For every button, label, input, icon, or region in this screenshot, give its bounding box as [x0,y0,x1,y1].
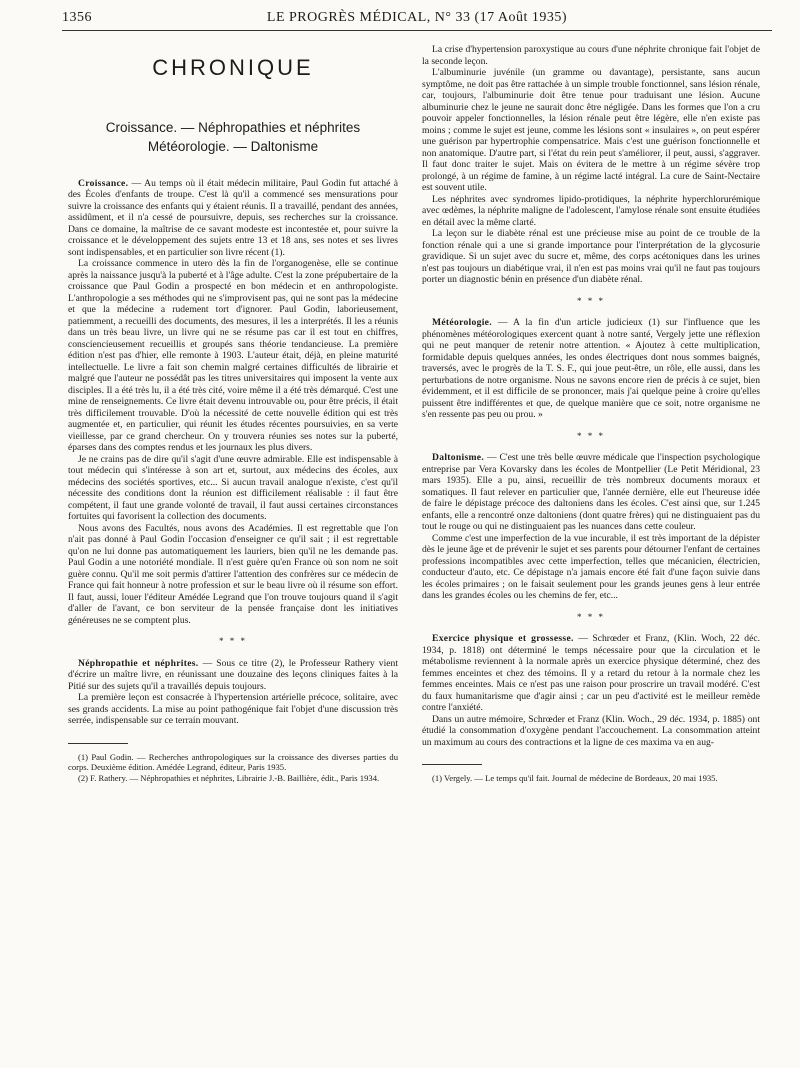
left-column [68,40,398,1062]
running-header [62,8,772,30]
paragraph-croissance [68,178,398,259]
section-title: CHRONIQUE [152,55,314,80]
paragraph-nephropathie [68,658,398,693]
right-column [422,44,760,1062]
paragraph: Nous avons des Facultés, nous avons des Académies. Il est regrettable que l'on n'ait pas donné à Paul Godin l'occasion d'enseigner ce qu'il sait ; il est regrettable qu'on ne lui donne pas automatiquement les lauriers, bien qu'il ne les demande pas. Paul Godin a une notoriété mondiale. Il n'est guère qu'en France où son nom ne soit guère connu. Qu'il me soit permis d'attirer l'attention des confrères sur ce médecin de France qui fait honneur à notre profession et sur le beau livre où il résume son effort. Il faut, aussi, louer l'éditeur Amédée Legrand que l'on trouve toujours quand il s'agit d'aller de l'avant, ce bon serviteur de la pensée française dont les initiatives généreuses ne se comptent plus. [68,522,398,626]
paragraph: Je ne crains pas de dire qu'il s'agit d'une œuvre admirable. Elle est indispensable à tout médecin qui s'intéresse à son art et, surtout, aux médecins des écoles, aux médecins des sociétés sportives, etc... Si aucun travail analogue n'existe, c'est qu'il nécessite des conditions dont la réunion est difficilement réalisable : il faut être compétent, il faut une grande volonté de travail, il faut aussi certaines circonstances fortuites qui favorisent la collection des documents. [68,453,398,522]
footnote-1-right: (1) Vergely. — Le temps qu'il fait. Journal de médecine de Bordeaux, 20 mai 1935. [432,773,718,783]
footnote-rule [422,764,482,765]
subtitle-line-1: Croissance. — Néphropathies et néphrites [105,119,361,135]
subtitle-line-2: Météorologie. — Daltonisme [147,138,319,154]
lead-croissance: Croissance. [78,177,129,189]
footnote-2: (2) F. Rathery. — Néphropathies et néphrites, Librairie J.-B. Baillière, édit., Paris 1934. [78,772,380,783]
section-separator: * * * [577,430,605,441]
paragraph-meteorologie [422,317,760,421]
text-meteorologie: — A la fin d'un article judicieux (1) sur l'influence que les phénomènes météorologiques exercent quant à notre santé, Vergely jette une réflexion qui ne peut manquer de retenir notre attention. « Ajoutez à cette multiplication, formidable depuis quelques années, les ondes électriques dont nous sommes baignés, traversés, avec le progrès de la T. S. F., qui joue peut-être, un rôle, elle aussi, dans les perturbations de notre organisme. Nous ne savons encore rien de précis à ce sujet, bien évidemment, et il est difficile de se prononcer, mais j'ai quelque peine à croire qu'elles puissent être indifférentes et que, de quelque manière que ce soit, notre organisme ne s'en ressente pas peu ou prou. » [422,317,760,420]
paragraph: La croissance commence in utero dès la fin de l'organogenèse, elle se continue après la naissance jusqu'à la puberté et à l'âge adulte. C'est la zone prépubertaire de la croissance que Paul Godin a prospecté en bon médecin et en anthropologiste. L'anthropologie a ses méthodes qui ne s'improvisent pas, qui ne sont pas la médecine et que la médecine a rudement tort d'ignorer. Paul Godin, laborieusement, patiemment, a recueilli des documents, des mesures, il les a interprétés. Il les a réunis dans un très beau livre, un livre qui ne se résume pas car il est tout en chiffres, consciencieusement recueillis et groupés sans théorie tendancieuse. La première édition n'est pas d'hier, elle remonte à 1903. L'auteur était, déjà, en pleine maturité intellectuelle. Le livre a fait son chemin malgré certaines difficultés de librairie et malgré que l'auteur ne possédât pas les titres universitaires qui imposent la vente aux disciples. Il a été très lu, il a été très cité, voire même il a été très démarqué. C'est une mine de renseignements. Ce livre était devenu introuvable ou, pour être précis, il était très difficilement trouvable. D'où la nécessité de cette nouvelle édition qui est très augmentée et, en particulier, qui réunit les études récentes poursuivies, en sa verte vieillesse, par ce grand chercheur. On y trouvera réunies ses notes sur la puberté, éparses dans des comptes rendus et les journaux les plus divers. [68,258,398,453]
article-subtitle [68,118,398,156]
lead-exercice: Exercice physique et grossesse. [432,633,574,644]
paragraph: Comme c'est une imperfection de la vue incurable, il est très important de la dépister dès le jeune âge et de prévenir le sujet et ses parents pour détourner l'enfant de certaines professions incompatibles avec cette imperfection, telles que mécanicien, électricien, conducteur d'auto, etc. Ce dépistage n'a jamais encore été fait d'une façon suivie dans les écoles primaires ; on le faisait seulement pour les grands jeunes gens à leur entrée dans les grandes écoles ou les chemins de fer, etc... [422,532,760,601]
section-separator: * * * [577,295,605,306]
paragraph: La crise d'hypertension paroxystique au cours d'une néphrite chronique fait l'objet de la seconde leçon. [422,44,760,67]
paragraph: Les néphrites avec syndromes lipido-protidiques, la néphrite hyperchlorurémique avec œdèmes, la néphrite maligne de l'adolescent, l'amylose rénale sont ensuite étudiées en détail avec la même clarté. [422,193,760,228]
paragraph: La leçon sur le diabète rénal est une précieuse mise au point de ce trouble de la fonction rénale qui a une si grande importance pour l'interprétation de la glycosurie gravidique. Si un sujet avec du sucre et, même, des corps acétoniques dans les urines n'est pas toujours un diabétique vrai, il n'en est pas moins vrai qu'il ne faut pas toujours porter un diagnostic bénin en présence d'un diabète rénal. [422,228,760,285]
lead-nephropathie: Néphropathie et néphrites. [78,657,199,669]
footnote-rule [68,743,128,744]
running-title: LE PROGRÈS MÉDICAL, N° 33 (17 Août 1935) [266,10,568,25]
paragraph: L'albuminurie juvénile (un gramme ou davantage), persistante, sans aucun symptôme, ne doit pas être rattachée à un simple trouble fonctionnel, sans lésion rénale, car, toujours, l'albuminurie doit être tenue pour traduisant une lésion. Aucune albuminurie chez le jeune ne saurait donc être négligée. Dans les formes que l'on a cru pouvoir appeler fonctionnelles, la lésion rénale peut être légère, elle n'en existe pas moins ; comme le sujet est jeune, comme les lésions sont « insulaires », on peut espérer une guérison par hypertrophie compensatrice. Mais c'est une guérison fonctionnelle et non anatomique. D'autre part, si l'état du rein peut s'améliorer, il peut, aussi, s'aggraver. Il faut donc traiter le sujet. Mais on évitera de le mettre à un régime sévère trop prolongé, à un régime de famine, à un régime lacté intégral. La cure de Saint-Nectaire est souvent utile. [422,67,760,193]
paragraph-daltonisme [422,452,760,533]
page-number: 1356 [62,10,92,25]
paragraph: Dans un autre mémoire, Schrœder et Franz (Klin. Woch., 29 déc. 1934, p. 1885) ont étudié la consommation d'oxygène pendant l'accouchement. La consommation atteint un maximum au cours des contractions et la ligne de ces maxima va en aug- [422,713,760,748]
text-daltonisme: — C'est une très belle œuvre médicale que l'inspection psychologique entreprise par Vera Kovarsky dans les écoles de Montpellier (Le Petit Méridional, 23 mars 1935). Elle a pu, ainsi, recueillir de très nombreux documents moraux et somatiques. Il faut relever en particulier que, l'année dernière, elle eut l'heureuse idée de faire le dépistage précoce des daltoniens dans les écoles. C'est ainsi que, sur 1.245 enfants, elle a rencontré onze daltoniens (dont quatre frères) qui ne distinguaient pas du tout le rouge ou qui ne distinguaient pas les nuances dans cette couleur. [422,452,760,532]
text-croissance: — Au temps où il était médecin militaire, Paul Godin fut attaché à des Écoles d'enfants de troupe. C'est là qu'il a commencé ses mensurations pour suivre la croissance des enfants qui y étaient réunis. Il a travaillé, pendant des années, assidûment, et il n'a cessé de poursuivre, depuis, ses recherches sur la croissance. Dans ce domaine, la maîtrise de ce savant modeste est incontestée et, pour suivre la croissance et le développement des sujets entre 13 et 18 ans, ses notes et ses livres sont indispensables, et en particulier son livre récent (1). [68,177,398,258]
header-rule [62,30,772,31]
section-separator: * * * [577,611,605,622]
text-nephropathie: — Sous ce titre (2), le Professeur Rathery vient d'écrire un maître livre, en réunissant une douzaine des leçons cliniques faites à la Pitié sur des sujets qu'il a travaillés depuis toujours. [68,657,398,692]
section-separator: * * * [219,636,247,646]
footnote-1: (1) Paul Godin. — Recherches anthropologiques sur la croissance des diverses parties du corps. Deuxième édition. Amédée Legrand, éditeur, Paris 1935. [68,751,398,772]
lead-meteorologie: Météorologie. [432,317,492,328]
text-exercice: — Schrœder et Franz, (Klin. Woch, 22 déc. 1934, p. 1818) ont déterminé le temps nécessaire pour que la circulation et le métabolisme reviennent à la normale après un exercice physique déterminé, chez des femmes enceintes et chez des témoins. Il y a retard du retour à la normale chez les femmes enceintes. Mais ce n'est pas une raison pour proscrire un travail modéré. C'est du faux humanitarisme que d'agir ainsi ; car un peu d'activité est le meilleur remède contre l'anxiété. [422,633,760,713]
paragraph: La première leçon est consacrée à l'hypertension artérielle précoce, solitaire, avec ses grands accidents. La mise au point pathogénique fait l'objet d'une discussion très serrée, indispensable sur ce terrain mouvant. [68,692,398,726]
paragraph-exercice [422,633,760,714]
lead-daltonisme: Daltonisme. [432,452,485,463]
